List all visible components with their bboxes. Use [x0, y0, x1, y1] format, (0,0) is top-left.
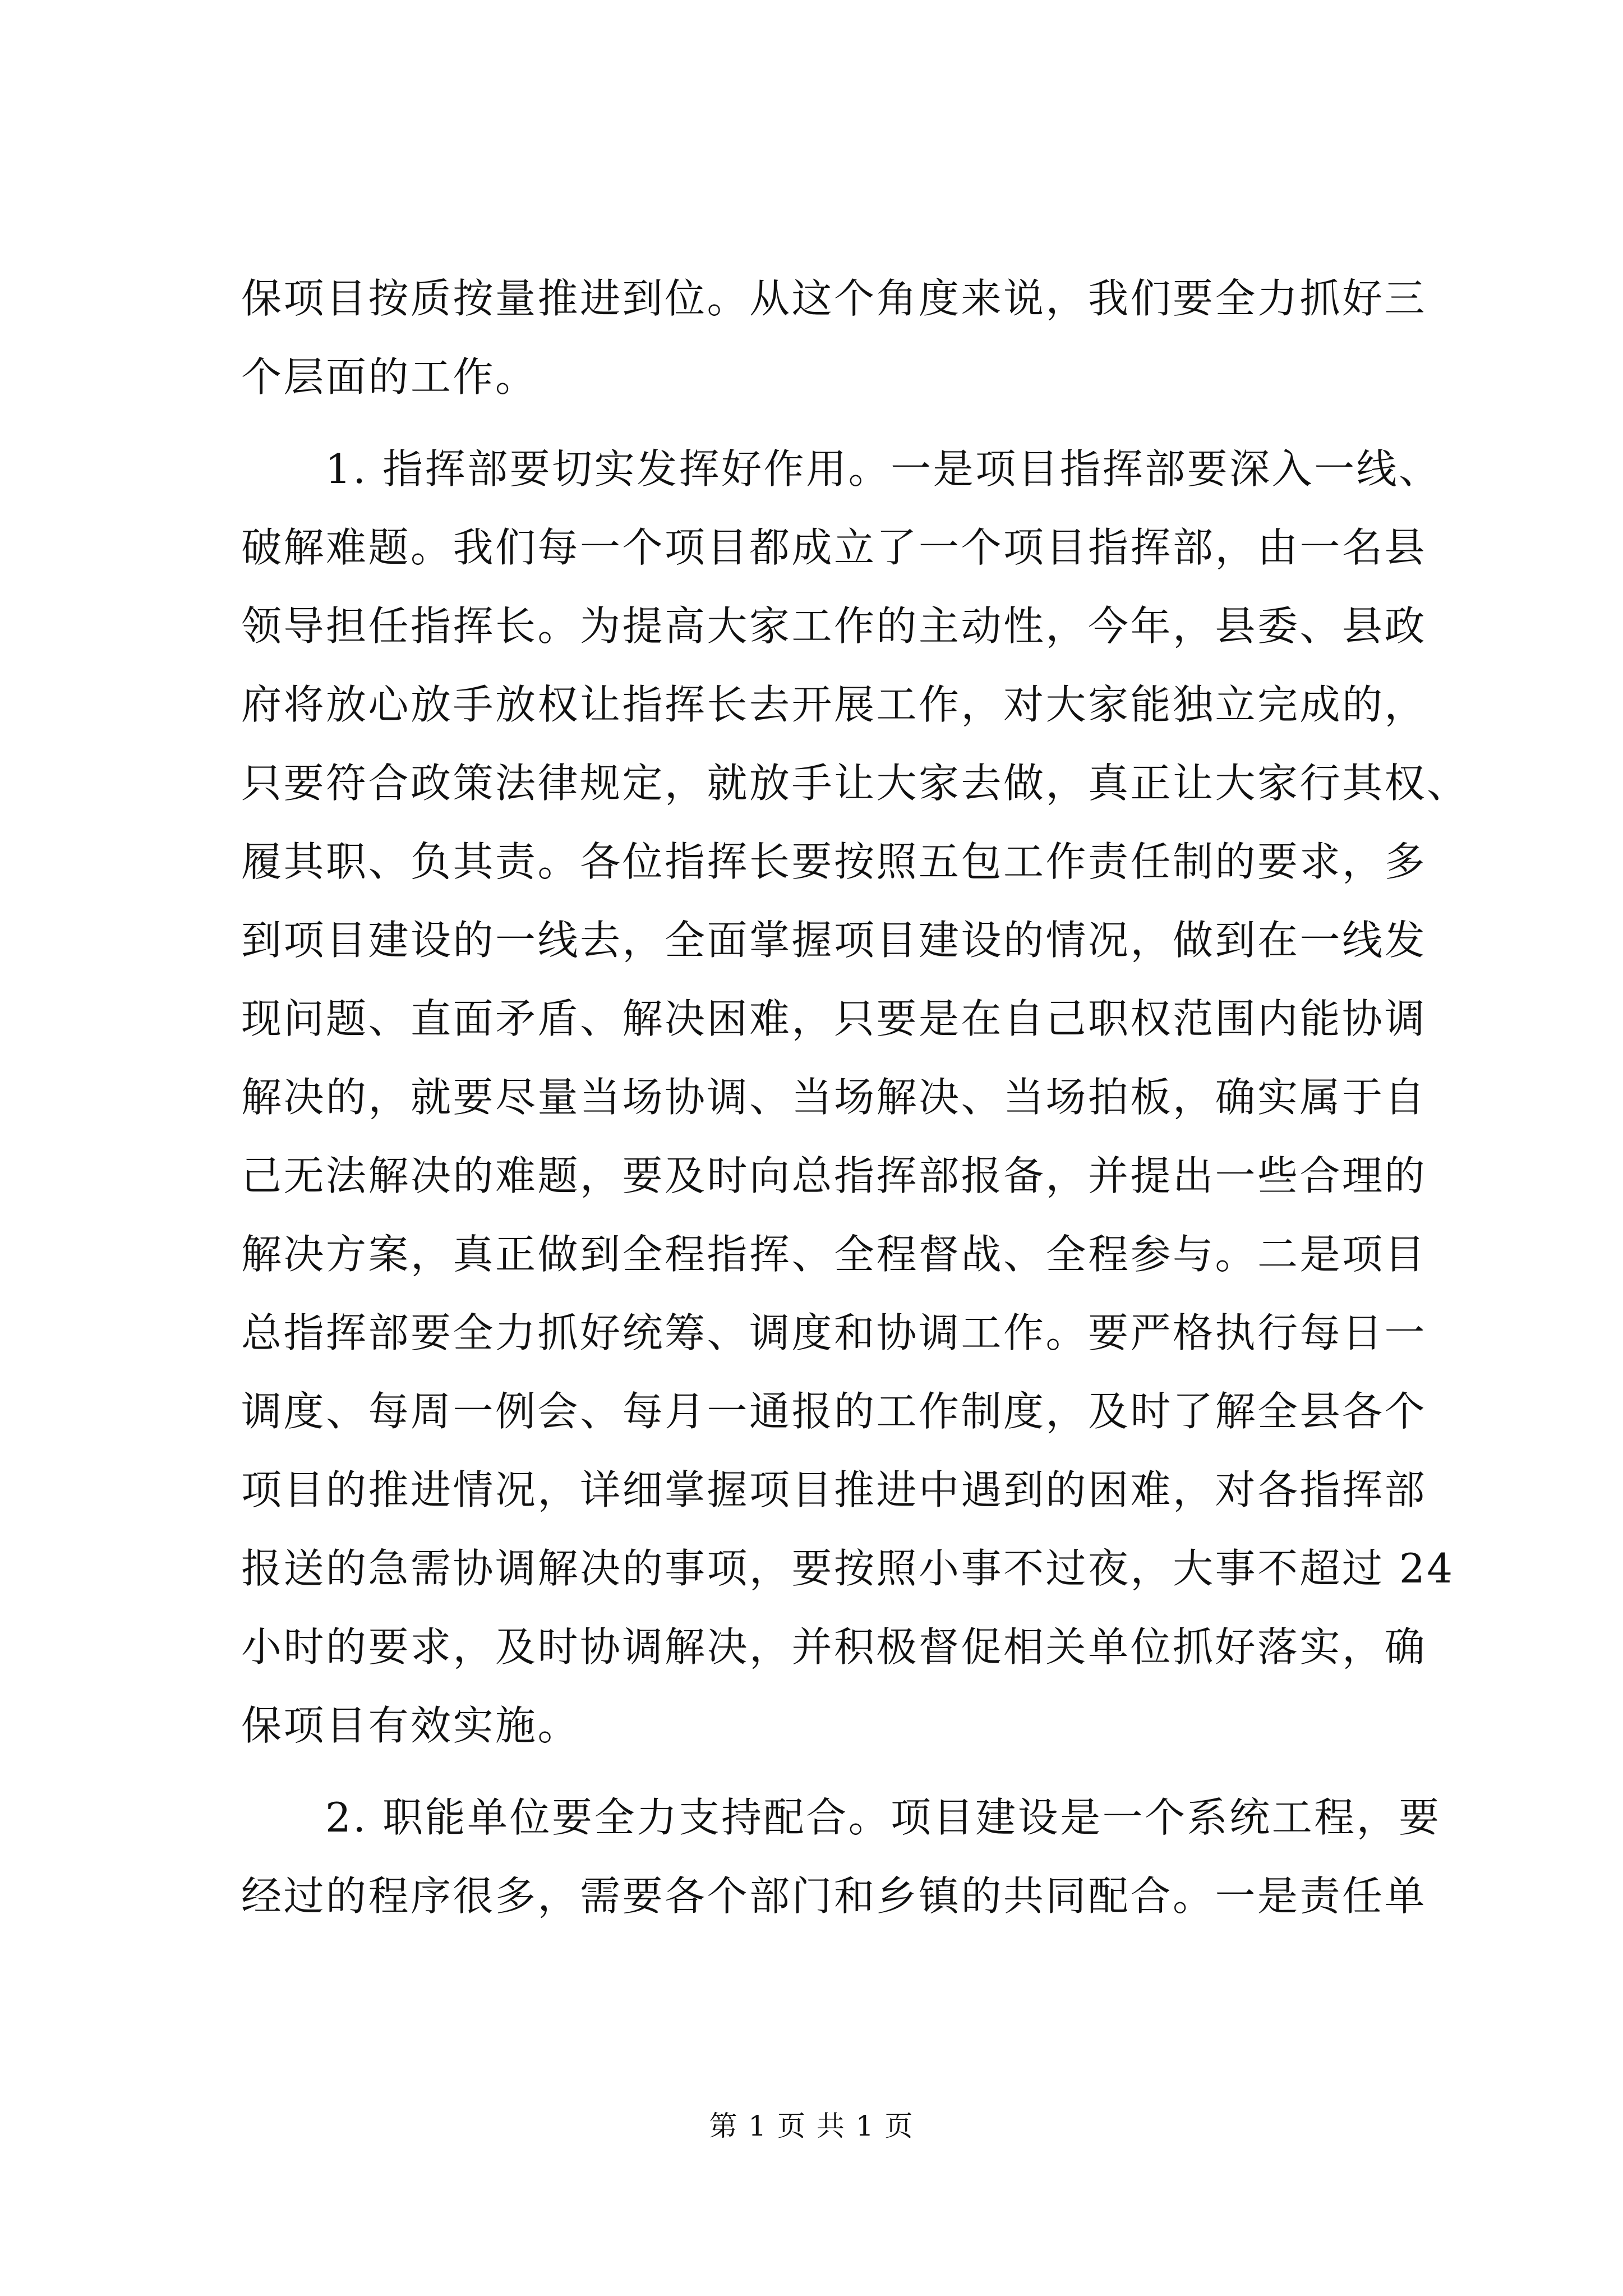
text-line: 经过的程序很多，需要各个部门和乡镇的共同配合。一是责任单 — [241, 1872, 1427, 1920]
text-line: 己无法解决的难题，要及时向总指挥部报备，并提出一些合理的 — [241, 1152, 1427, 1199]
text-line: 到项目建设的一线去，全面掌握项目建设的情况，做到在一线发 — [241, 917, 1427, 964]
paragraph — [241, 1778, 1441, 1935]
text-line: 个层面的工作。 — [241, 353, 538, 401]
page-number: 第 1 页 共 1 页 — [709, 2110, 914, 2142]
text-line: 2. 职能单位要全力支持配合。项目建设是一个系统工程，要 — [325, 1794, 1441, 1841]
text-line: 破解难题。我们每一个项目都成立了一个项目指挥部，由一名县 — [241, 524, 1427, 571]
text-line: 总指挥部要全力抓好统筹、调度和协调工作。要严格执行每日一 — [241, 1309, 1427, 1356]
text-line: 解决方案，真正做到全程指挥、全程督战、全程参与。二是项目 — [241, 1231, 1427, 1278]
text-line: 府将放心放手放权让指挥长去开展工作，对大家能独立完成的， — [241, 681, 1427, 728]
text-line: 小时的要求，及时协调解决，并积极督促相关单位抓好落实，确 — [241, 1623, 1427, 1671]
text-line: 调度、每周一例会、每月一通报的工作制度，及时了解全县各个 — [241, 1388, 1427, 1435]
text-line: 现问题、直面矛盾、解决困难，只要是在自己职权范围内能协调 — [241, 995, 1427, 1042]
text-line: 保项目按质按量推进到位。从这个角度来说，我们要全力抓好三 — [241, 275, 1427, 322]
text-line: 保项目有效实施。 — [241, 1702, 580, 1749]
text-line: 只要符合政策法律规定，就放手让大家去做，真正让大家行其权、 — [241, 760, 1469, 807]
text-line: 项目的推进情况，详细掌握项目推进中遇到的困难，对各指挥部 — [241, 1466, 1427, 1513]
document-body — [241, 259, 1469, 1935]
text-line: 解决的，就要尽量当场协调、当场解决、当场拍板，确实属于自 — [241, 1074, 1427, 1121]
paragraph — [241, 430, 1469, 1765]
text-line: 报送的急需协调解决的事项，要按照小事不过夜，大事不超过 24 — [241, 1545, 1455, 1592]
text-line: 领导担任指挥长。为提高大家工作的主动性，今年，县委、县政 — [241, 602, 1427, 650]
text-line: 1. 指挥部要切实发挥好作用。一是项目指挥部要深入一线、 — [325, 445, 1441, 493]
text-line: 履其职、负其责。各位指挥长要按照五包工作责任制的要求，多 — [241, 838, 1427, 885]
page-footer — [0, 2109, 1623, 2143]
paragraph — [241, 259, 1427, 416]
